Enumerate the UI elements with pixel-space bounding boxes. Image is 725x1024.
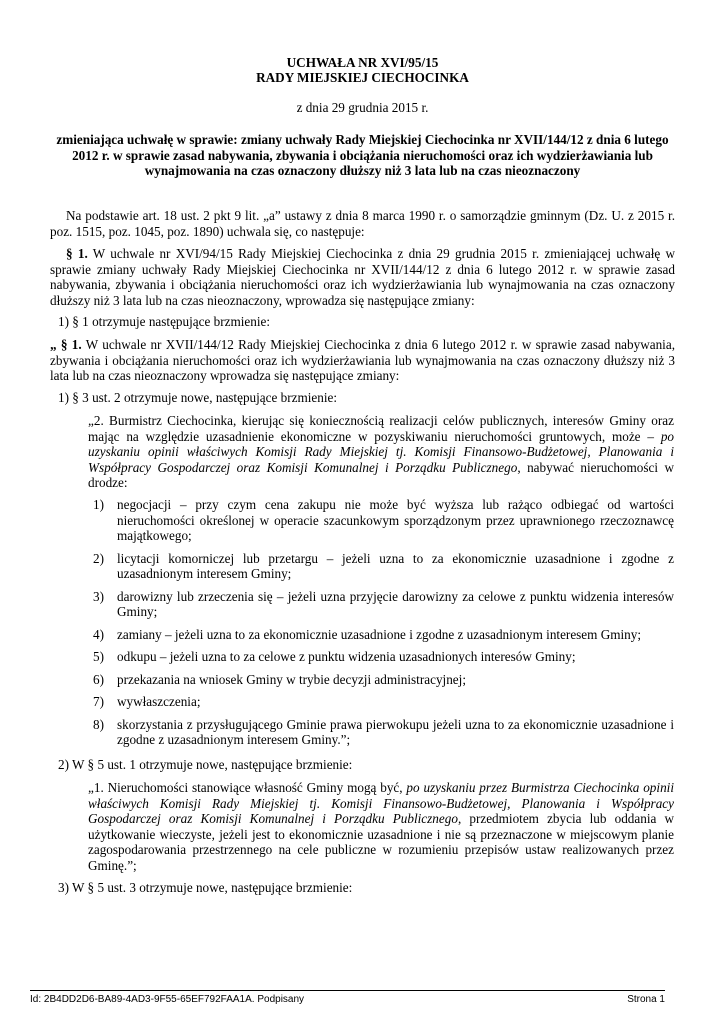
list-item-text: licytacji komorniczej lub przetargu – jeżeli uzna to za ekonomicznie uzasadnione i zgodne z uzasadnionym interesem Gminy; <box>117 550 674 581</box>
quote-section-1-mark: „ § 1. <box>50 337 82 352</box>
document-subject: zmieniająca uchwałę w sprawie: zmiany uchwały Rady Miejskiej Ciechocinka nr XVII/144/12 z dnia 6 lutego 2012 r. w sprawie zasad nabywania, zbywania i obciążania nieruchomości oraz ich wydzierżawiania lub wynajmowania na czas oznaczony dłuższy niż 3 lata lub na czas nieoznaczony <box>56 132 669 178</box>
quote-paragraph-1-italic: po uzyskaniu przez Burmistrza Ciechocinka opinii właściwych Komisji Rady Miejskiej tj. Komisji Finansowo-Budżetowej, Planowania i Współpracy Gospodarczej oraz Komisji Komunalnej i Porządku Publicznego <box>88 780 674 826</box>
section-1-text: W uchwale nr XVI/94/15 Rady Miejskiej Ciechocinka z dnia 29 grudnia 2015 r. zmieniającej uchwałę w sprawie zmiany uchwały Rady Miejskiej Ciechocinka nr XVII/144/12 z dnia 6 lutego 2012 r. w sprawie zasad nabywania, zbywania i obciążania nieruchomości oraz ich wydzierżawiania lub wynajmowania na czas oznaczony dłuższy niż 3 lata lub na czas nieoznaczony, wprowadza się następujące zmiany: <box>50 246 675 308</box>
list-item-text: przekazania na wniosek Gminy w trybie decyzji administracyjnej; <box>117 671 466 687</box>
quote-paragraph-2-a: „2. Burmistrz Ciechocinka, kierując się koniecznością realizacji celów publicznych, interesów Gminy oraz mając na względzie uzasadnienie ekonomiczne w pozyskiwaniu nieruchomości gruntowych, może – <box>88 413 674 444</box>
item-1-intro: 1) § 1 otrzymuje następujące brzmienie: <box>58 314 271 329</box>
list-item <box>93 589 674 620</box>
list-item-text: wywłaszczenia; <box>117 694 201 709</box>
quote-section-1 <box>50 337 675 384</box>
quote-paragraph-2 <box>88 413 674 491</box>
list-item-text: negocjacji – przy czym cena zakupu nie może być wyższa lub rażąco odbiegać od wartości nieruchomości określonej w operacie szacunkowym sporządzonym przez uprawnionego rzeczoznawcę majątkowego; <box>117 497 674 543</box>
list-item-text: skorzystania z przysługującego Gminie prawa pierwokupu jeżeli uzna to za ekonomicznie uzasadnione i zgodne z uzasadnionym interesem Gminy.”; <box>117 716 674 747</box>
list-item <box>93 551 674 582</box>
section-1-mark: § 1. <box>66 246 88 261</box>
list-item-number: 5) <box>93 649 104 664</box>
list-item-text: darowizny lub zrzeczenia się – jeżeli uzna przyjęcie darowizny za celowe z punktu widzenia interesów Gminy; <box>117 588 674 619</box>
list-item-number: 7) <box>93 694 104 709</box>
list-item-number: 6) <box>93 671 104 687</box>
list-item <box>93 627 674 643</box>
list-item <box>93 672 674 688</box>
list-item <box>93 649 674 665</box>
list-item <box>93 694 674 710</box>
item-1b-intro: 1) § 3 ust. 2 otrzymuje nowe, następujące brzmienie: <box>58 390 338 405</box>
list-item <box>93 497 674 544</box>
list-item-number: 4) <box>93 626 104 642</box>
quote-section-1-text: W uchwale nr XVII/144/12 Rady Miejskiej Ciechocinka z dnia 6 lutego 2012 r. w sprawie zasad nabywania, zbywania i obciążania nieruchomości oraz ich wydzierżawiania lub wynajmowania na czas oznaczony dłuższy niż 3 lata lub na czas nieoznaczony wprowadza się następujące zmiany: <box>50 337 675 383</box>
acquisition-methods-list <box>93 497 674 748</box>
document-date: z dnia 29 grudnia 2015 r. <box>296 100 429 115</box>
list-item-number: 1) <box>93 497 104 512</box>
list-item-text: zamiany – jeżeli uzna to za ekonomicznie uzasadnione i zgodne z uzasadnionym interesem Gminy; <box>117 626 642 642</box>
list-item-number: 3) <box>93 588 104 604</box>
item-2-intro: 2) W § 5 ust. 1 otrzymuje nowe, następujące brzmienie: <box>58 757 353 772</box>
quote-paragraph-1 <box>88 780 674 873</box>
list-item-number: 2) <box>93 550 104 566</box>
list-item-text: odkupu – jeżeli uzna to za celowe z punktu widzenia uzasadnionych interesów Gminy; <box>117 649 576 664</box>
quote-paragraph-1-c: , przedmiotem zbycia lub oddania w użytkowanie wieczyste, jeżeli jest to ekonomicznie uzasadnione i nie są przeznaczone w miejscowym planie zagospodarowania przestrzennego na cele publiczne w rozumieniu przepisów ustaw realizowanych przez Gminę.”; <box>88 811 675 873</box>
document-title <box>0 55 725 85</box>
footer-document-id: Id: 2B4DD2D6-BA89-4AD3-9F55-65EF792FAA1A. Podpisany <box>30 994 305 1005</box>
footer-page-number: Strona 1 <box>627 994 665 1005</box>
list-item <box>93 717 674 748</box>
quote-paragraph-2-c: , nabywać nieruchomości w drodze: <box>88 459 674 490</box>
item-3-intro: 3) W § 5 ust. 3 otrzymuje nowe, następujące brzmienie: <box>58 880 353 895</box>
footer-divider <box>30 990 665 991</box>
section-1 <box>50 246 675 308</box>
quote-paragraph-2-italic: po uzyskaniu opinii właściwych Komisji Rady Miejskiej tj. Komisji Finansowo-Budżetowej, Planowania i Współpracy Gospodarczej oraz Komisji Komunalnej i Porządku Publicznego <box>88 428 674 475</box>
title-line-2: RADY MIEJSKIEJ CIECHOCINKA <box>256 70 469 85</box>
quote-paragraph-1-a: „1. Nieruchomości stanowiące własność Gminy mogą być, <box>88 780 407 795</box>
preamble: Na podstawie art. 18 ust. 2 pkt 9 lit. „a” ustawy z dnia 8 marca 1990 r. o samorządzie gminnym (Dz. U. z 2015 r. poz. 1515, poz. 1045, poz. 1890) uchwala się, co następuje: <box>50 208 675 239</box>
list-item-number: 8) <box>93 716 104 732</box>
title-line-1: UCHWAŁA NR XVI/95/15 <box>286 55 439 70</box>
